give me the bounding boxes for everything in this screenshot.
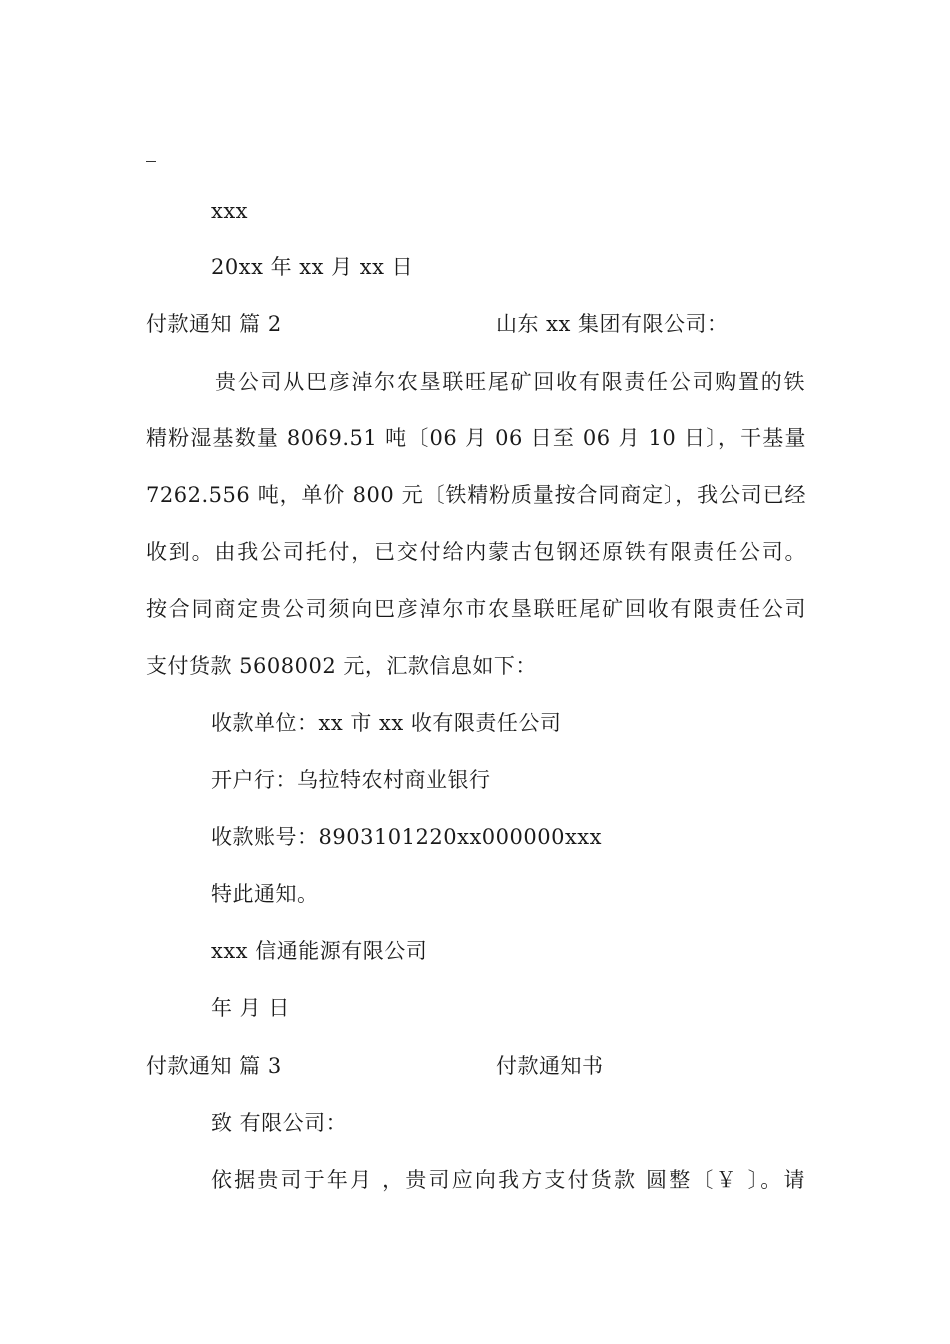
- bank-line: 开户行：乌拉特农村商业银行: [211, 768, 491, 792]
- company-line: xxx 信通能源有限公司: [211, 939, 428, 963]
- payee-line: 收款单位：xx 市 xx 收有限责任公司: [211, 711, 562, 735]
- section-3-body-line-1: 依据贵司于年月 ，贵司应向我方支付货款 圆整〔￥ 〕。请: [211, 1168, 805, 1192]
- body-line-1: 贵公司从巴彦淖尔农垦联旺尾矿回收有限责任公司购置的铁: [215, 370, 805, 394]
- dash-mark: [146, 161, 156, 162]
- date-line: 20xx 年 xx 月 xx 日: [211, 255, 414, 279]
- section-3-addressee: 致 有限公司：: [211, 1111, 348, 1135]
- account-line: 收款账号：8903101220xx000000xxx: [211, 825, 602, 849]
- section-2-addressee: 山东 xx 集团有限公司：: [496, 312, 729, 336]
- section-3-title: 付款通知书: [496, 1054, 604, 1078]
- body-line-2: 精粉湿基数量 8069.51 吨〔06 月 06 日至 06 月 10 日〕，干基量: [146, 426, 806, 450]
- section-3-heading: 付款通知 篇 3: [146, 1054, 282, 1078]
- section-2-date-line: 年 月 日: [211, 996, 290, 1020]
- section-2-header: [146, 309, 806, 339]
- body-line-3: 7262.556 吨，单价 800 元〔铁精粉质量按合同商定〕，我公司已经: [146, 483, 806, 507]
- section-2-heading: 付款通知 篇 2: [146, 312, 282, 336]
- notice-line: 特此通知。: [211, 882, 319, 906]
- section-3-header: [146, 1051, 806, 1081]
- body-line-6: 支付货款 5608002 元，汇款信息如下：: [146, 654, 537, 678]
- body-line-5: 按合同商定贵公司须向巴彦淖尔市农垦联旺尾矿回收有限责任公司: [146, 597, 806, 621]
- signature-line: xxx: [211, 199, 249, 223]
- body-line-4: 收到。由我公司托付，已交付给内蒙古包钢还原铁有限责任公司。: [146, 540, 806, 564]
